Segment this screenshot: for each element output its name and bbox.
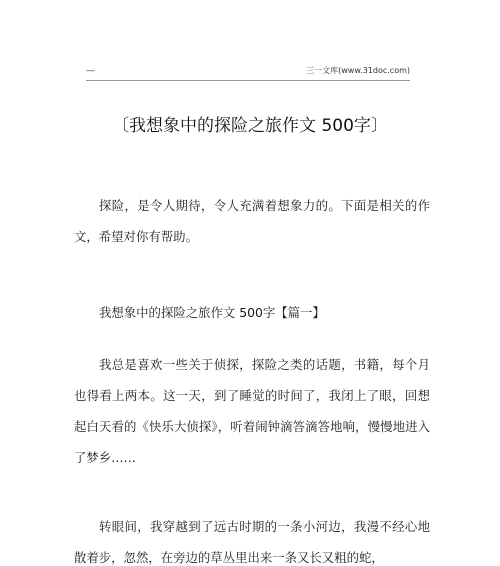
header-mark: —	[86, 66, 95, 76]
section-heading: 我想象中的探险之旅作文 500字【篇一】	[99, 305, 325, 320]
header-site-name: 三一文库(www.31doc.com)	[306, 66, 410, 75]
body-paragraph-1: 我总是喜欢一些关于侦探，探险之类的话题，书籍，每个月也得看上两本。这一天，到了睡觉的时间了，我闭上了眼，回想起白天看的《快乐大侦探》，听着闹钟滴答滴答地响，慢慢地进入了梦乡……	[74, 357, 430, 465]
intro-paragraph: 探险，是令人期待，令人充满着想象力的。下面是相关的作文，希望对你有帮助。	[74, 198, 430, 244]
header-divider	[86, 80, 410, 81]
body-paragraph-2: 转眼间，我穿越到了远古时期的一条小河边，我漫不经心地散着步，忽然，在旁边的草丛里出来一条又长又粗的蛇，	[74, 519, 430, 565]
document-title: 〔我想象中的探险之旅作文 500字〕	[112, 116, 388, 136]
